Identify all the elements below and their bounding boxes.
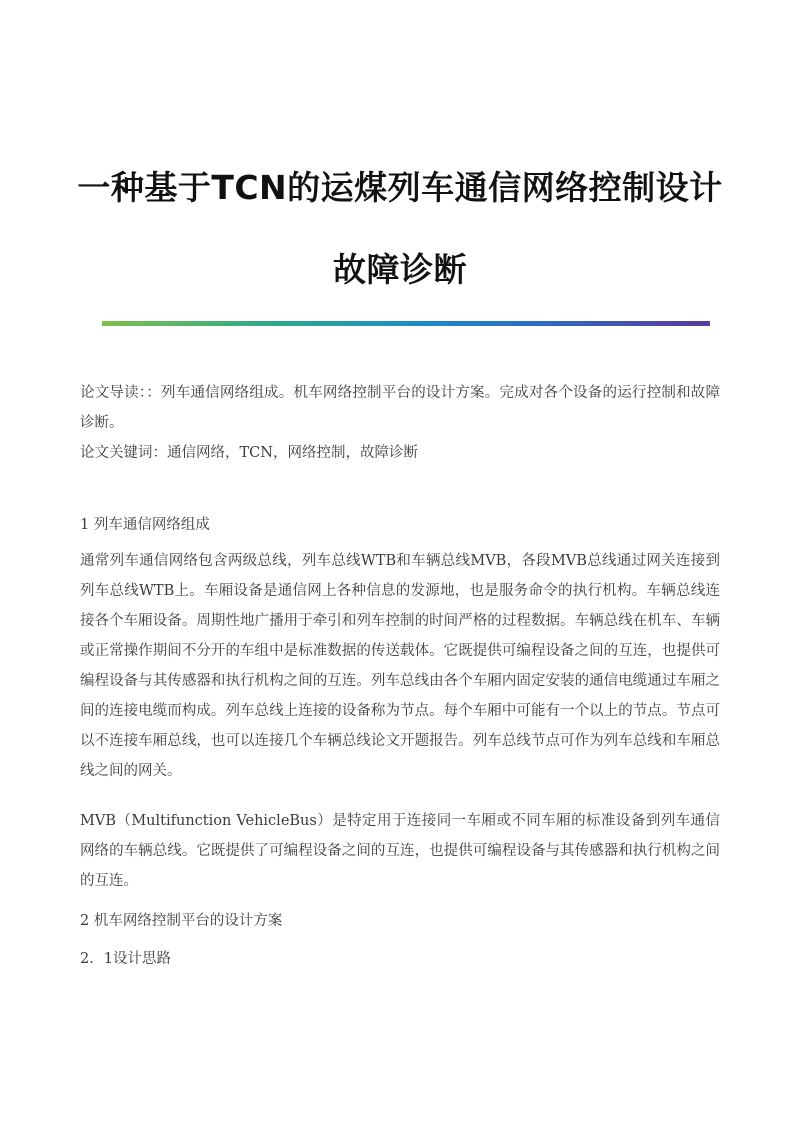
section-1-paragraph-2: MVB（Multifunction VehicleBus）是特定用于连接同一车厢或不同车厢的标准设备到列车通信网络的车辆总线。它既提供了可编程设备之间的互连，也提供可编程设备与其传感器和执行机构之间的互连。 [80,813,720,889]
keywords-line: 论文关键词：通信网络，TCN，网络控制，故障诊断 [80,445,418,461]
document-title-line-2: 故障诊断 [333,250,467,289]
title-divider [102,321,710,326]
section-1-heading: 1 列车通信网络组成 [80,517,210,533]
guide-paragraph: 论文导读：：列车通信网络组成。机车网络控制平台的设计方案。完成对各个设备的运行控制和故障诊断。 [80,385,720,431]
section-2-1-heading: 2．1设计思路 [80,951,171,967]
section-1-paragraph-1: 通常列车通信网络包含两级总线，列车总线WTB和车辆总线MVB，各段MVB总线通过网关连接到列车总线WTB上。车厢设备是通信网上各种信息的发源地，也是服务命令的执行机构。车辆总线连接各个车厢设备。周期性地广播用于牵引和列车控制的时间严格的过程数据。车辆总线在机车、车辆或正常操作期间不分开的车组中是标准数据的传送载体。它既提供可编程设备之间的互连，也提供可编程设备与其传感器和执行机构之间的互连。列车总线由各个车厢内固定安装的通信电缆通过车厢之间的连接电缆而构成。列车总线上连接的设备称为节点。每个车厢中可能有一个以上的节点。节点可以不连接车厢总线，也可以连接几个车辆总线论文开题报告。列车总线节点可作为列车总线和车厢总线之间的网关。 [80,553,720,779]
section-2-heading: 2 机车网络控制平台的设计方案 [80,913,283,929]
document-title-line-1: 一种基于TCN的运煤列车通信网络控制设计 [77,168,723,207]
